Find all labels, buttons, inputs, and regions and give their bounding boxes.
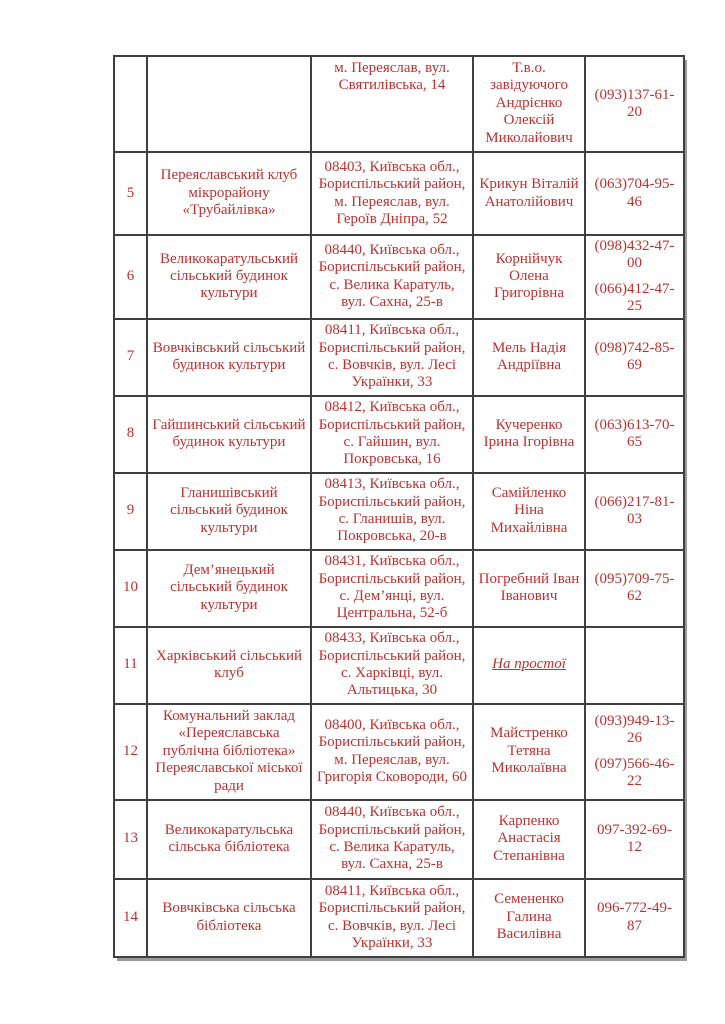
row-number-cell: 14 — [114, 879, 147, 957]
address-cell: 08433, Київська обл., Бориспільський район, с. Харківці, вул. Альтицька, 30 — [311, 627, 473, 704]
phone-number: (097)566-46-22 — [594, 755, 675, 789]
phone-cell — [585, 627, 684, 704]
contact-person-cell: Майстренко Тетяна Миколаївна — [473, 704, 585, 800]
status-note: На простої — [492, 656, 566, 673]
row-number-cell: 12 — [114, 704, 147, 800]
table-row — [114, 473, 684, 550]
row-number-cell: 13 — [114, 800, 147, 879]
phone-cell — [585, 396, 684, 473]
institution-name-cell: Харківський сільський клуб — [147, 627, 311, 704]
row-number-cell: 10 — [114, 550, 147, 627]
phone-cell — [585, 235, 684, 319]
contact-person-cell: Семененко Галина Василівна — [473, 879, 585, 957]
row-number-cell: 11 — [114, 627, 147, 704]
phone-cell — [585, 704, 684, 800]
table-row — [114, 319, 684, 396]
address-cell: 08413, Київська обл., Бориспільський район, с. Гланишів, вул. Покровська, 20-в — [311, 473, 473, 550]
table-row — [114, 152, 684, 235]
institution-name-cell: Комунальний заклад «Переяславська публічна бібліотека» Переяславської міської ради — [147, 704, 311, 800]
institution-name-cell: Гланишівський сільський будинок культури — [147, 473, 311, 550]
phone-cell — [585, 152, 684, 235]
contact-person-cell: Мель Надія Андріївна — [473, 319, 585, 396]
institution-name-cell: Гайшинський сільський будинок культури — [147, 396, 311, 473]
contact-person-cell: Крикун Віталій Анатолійович — [473, 152, 585, 235]
institution-name-cell: Вовчківський сільський будинок культури — [147, 319, 311, 396]
contact-person-cell: Самійленко Ніна Михайлівна — [473, 473, 585, 550]
phone-number: 097-392-69-12 — [597, 821, 672, 856]
row-number-cell — [114, 56, 147, 152]
institution-name-cell: Великокаратульський сільський будинок культури — [147, 235, 311, 319]
table-row — [114, 704, 684, 800]
contact-person-cell: Т.в.о. завідуючого Андрієнко Олексій Миколайович — [473, 56, 585, 152]
row-number-cell: 6 — [114, 235, 147, 319]
phone-cell — [585, 56, 684, 152]
contact-person-cell: Корнійчук Олена Григорівна — [473, 235, 585, 319]
table-row — [114, 396, 684, 473]
row-number-cell: 8 — [114, 396, 147, 473]
address-cell: 08411, Київська обл., Бориспільський район, с. Вовчків, вул. Лесі Українки, 33 — [311, 879, 473, 957]
institution-name-cell — [147, 56, 311, 152]
phone-number: (063)613-70-65 — [594, 416, 675, 451]
address-cell: 08403, Київська обл., Бориспільський район, м. Переяслав, вул. Героїв Дніпра, 52 — [311, 152, 473, 235]
phone-number: 096-772-49-87 — [597, 900, 672, 934]
phone-number: (093)137-61-20 — [594, 86, 675, 120]
table-row — [114, 879, 684, 957]
institutions-table — [113, 55, 685, 958]
phone-number: (063)704-95-46 — [594, 176, 675, 210]
phone-number: (093)949-13-26 — [594, 712, 675, 747]
table-row — [114, 800, 684, 879]
phone-number: (098)742-85-69 — [594, 339, 675, 374]
phone-number: (066)217-81-03 — [594, 493, 675, 528]
contact-person-cell: Карпенко Анастасія Степанівна — [473, 800, 585, 879]
table-row — [114, 235, 684, 319]
table-row — [114, 627, 684, 704]
address-cell: 08412, Київська обл., Бориспільський район, с. Гайшин, вул. Покровська, 16 — [311, 396, 473, 473]
address-cell: 08400, Київська обл., Бориспільський район, м. Переяслав, вул. Григорія Сковороди, 60 — [311, 704, 473, 800]
phone-number: (095)709-75-62 — [594, 570, 675, 605]
address-cell: 08440, Київська обл., Бориспільський район, с. Велика Каратуль, вул. Сахна, 25-в — [311, 235, 473, 319]
contact-person-cell — [473, 627, 585, 704]
address-cell: 08440, Київська обл., Бориспільський район, с. Велика Каратуль, вул. Сахна, 25-в — [311, 800, 473, 879]
phone-cell — [585, 800, 684, 879]
contact-person-cell: Погребний Іван Іванович — [473, 550, 585, 627]
phone-cell — [585, 319, 684, 396]
row-number-cell: 7 — [114, 319, 147, 396]
table-row — [114, 550, 684, 627]
phone-number: (066)412-47-25 — [594, 280, 675, 315]
table-row — [114, 56, 684, 152]
address-cell: м. Переяслав, вул. Святилівська, 14 — [311, 56, 473, 152]
institution-name-cell: Переяславський клуб мікрорайону «Трубайлівка» — [147, 152, 311, 235]
institution-name-cell: Вовчківська сільська бібліотека — [147, 879, 311, 957]
row-number-cell: 5 — [114, 152, 147, 235]
contact-person-cell: Кучеренко Ірина Ігорівна — [473, 396, 585, 473]
phone-cell — [585, 879, 684, 957]
address-cell: 08431, Київська обл., Бориспільський район, с. Дем’янці, вул. Центральна, 52-б — [311, 550, 473, 627]
phone-cell — [585, 473, 684, 550]
address-cell: 08411, Київська обл., Бориспільський район, с. Вовчків, вул. Лесі Українки, 33 — [311, 319, 473, 396]
institutions-table-body — [114, 56, 684, 957]
institution-name-cell: Дем’янецький сільський будинок культури — [147, 550, 311, 627]
row-number-cell: 9 — [114, 473, 147, 550]
phone-cell — [585, 550, 684, 627]
institution-name-cell: Великокаратульська сільська бібліотека — [147, 800, 311, 879]
phone-number: (098)432-47-00 — [594, 238, 675, 272]
